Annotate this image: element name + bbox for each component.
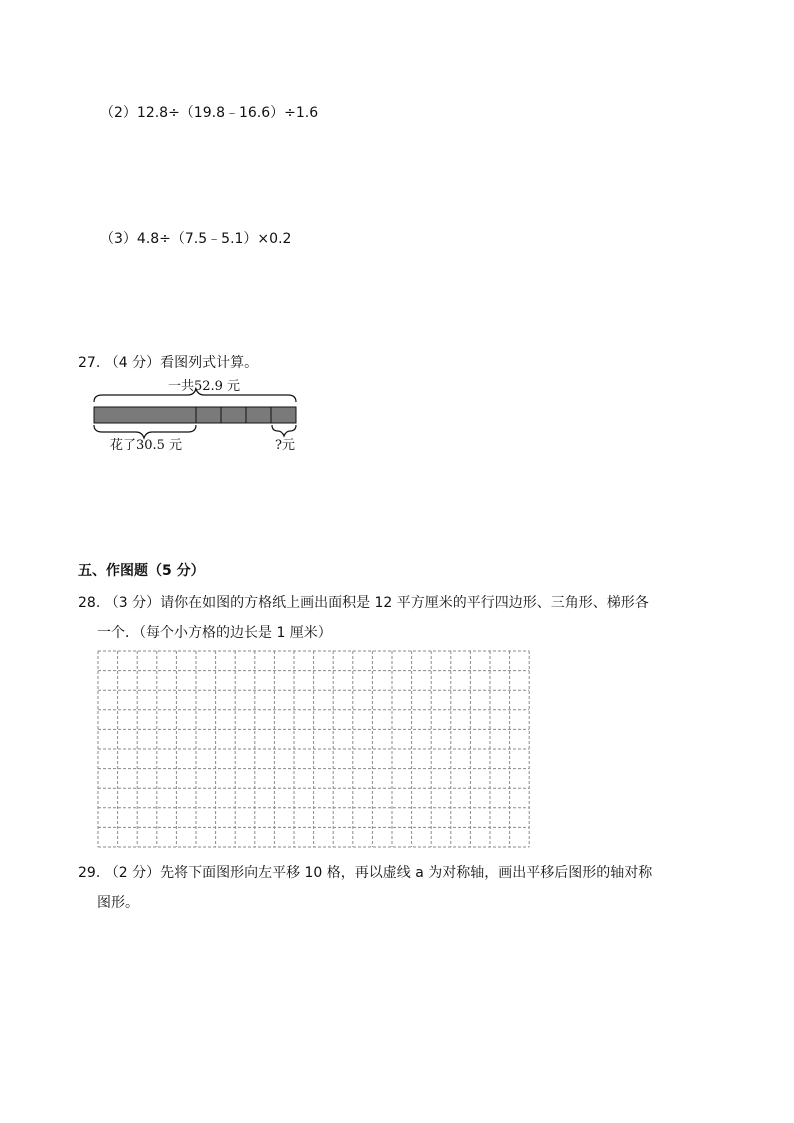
subquestion-2: （2）12.8÷（19.8﹣16.6）÷1.6 xyxy=(100,105,319,121)
square-grid-paper xyxy=(97,650,532,848)
section-5-title: 五、作图题（5 分） xyxy=(78,563,205,579)
question-29-line-2: 图形。 xyxy=(97,895,139,911)
unknown-label: ?元 xyxy=(275,438,295,453)
unknown-brace xyxy=(272,425,296,436)
subquestion-3: （3）4.8÷（7.5﹣5.1）×0.2 xyxy=(100,231,292,247)
bar-model-figure xyxy=(92,377,304,453)
total-brace xyxy=(94,389,296,402)
question-27: 27. （4 分）看图列式计算。 xyxy=(78,355,259,371)
total-label: 一共52.9 元 xyxy=(167,379,241,394)
spent-label: 花了30.5 元 xyxy=(109,438,183,453)
question-28-line-1: 28. （3 分）请你在如图的方格纸上画出面积是 12 平方厘米的平行四边形、三角形、梯形各 xyxy=(78,595,649,611)
spent-brace xyxy=(94,425,196,438)
question-29-line-1: 29. （2 分）先将下面图形向左平移 10 格，再以虚线 a 为对称轴，画出平移后图形的轴对称 xyxy=(78,865,653,881)
bar xyxy=(94,407,296,423)
question-28-line-2: 一个．（每个小方格的边长是 1 厘米） xyxy=(97,625,332,641)
